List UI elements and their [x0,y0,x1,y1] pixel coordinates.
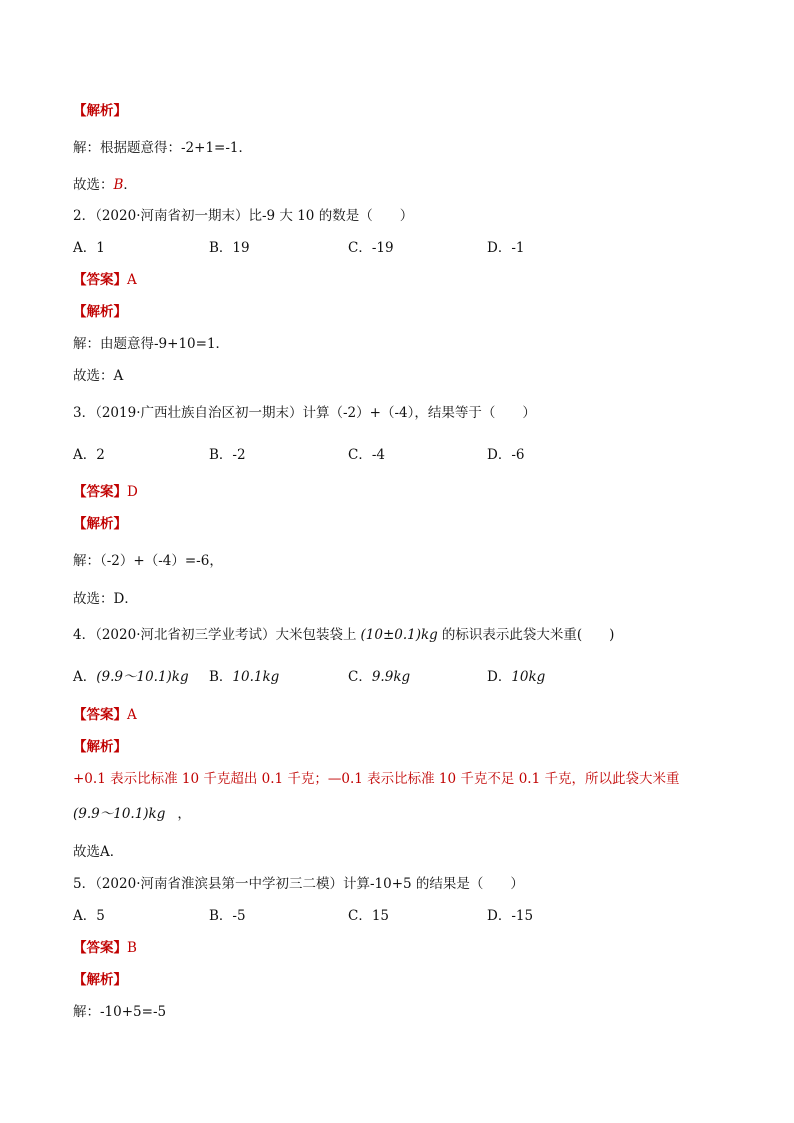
q4-option-d-math: 10kg [511,669,546,685]
q4-option-c-math: 9.9kg [371,669,411,685]
q4-option-b-label: B． [209,669,233,685]
q4-option-a-label: A． [73,669,97,685]
q2-answer-value: A [127,272,137,288]
q4-option-d [487,668,545,686]
q2-stem: 2．（2020·河南省初一期末）比-9 大 10 的数是（ ） [73,208,414,224]
q4-option-c-label: C． [348,669,372,685]
q5-option-d: D．-15 [487,908,534,924]
q5-option-b: B．-5 [209,908,246,924]
q4-explanation-tail: ， [177,806,191,822]
q2-choose: 故选：A [73,368,124,384]
q1-choose-value: B [113,177,124,193]
q4-answer-value: A [127,707,137,723]
q3-option-b: B．-2 [209,447,246,463]
q4-stem-suffix: 的标识表示此袋大米重( ) [441,627,615,643]
q3-stem: 3．（2019·广西壮族自治区初一期末）计算（-2）+（-4），结果等于（ ） [73,405,536,421]
q5-analysis-label: 【解析】 [73,972,127,988]
q3-analysis-label: 【解析】 [73,516,127,532]
q5-answer-value: B [127,940,137,956]
q1-solution: 解：根据题意得：-2+1=-1． [73,140,253,156]
q4-answer-label: 【答案】 [73,707,127,723]
q5-option-c: C．15 [348,908,390,924]
q4-stem-math: (10±0.1)kg [360,627,438,643]
q2-answer-label: 【答案】 [73,272,127,288]
q5-option-a: A．5 [73,908,105,924]
q3-answer-label: 【答案】 [73,484,127,500]
q3-option-d: D．-6 [487,447,525,463]
q3-option-c: C．-4 [348,447,385,463]
q4-stem-prefix: 4．（2020·河北省初三学业考试）大米包装袋上 [73,627,357,643]
q3-option-a: A．2 [73,447,105,463]
q4-answer [73,706,137,724]
q4-explanation-math-line [73,805,191,823]
q3-answer-value: D [127,484,138,500]
q5-answer-label: 【答案】 [73,940,127,956]
q4-option-b [209,668,279,686]
q2-option-d: D．-1 [487,240,525,256]
q4-option-a [73,668,189,686]
q2-analysis-label: 【解析】 [73,304,127,320]
q4-choose: 故选A． [73,844,124,860]
q4-analysis-label: 【解析】 [73,739,127,755]
q1-choose-prefix: 故选： [73,177,114,193]
q4-option-c [348,668,410,686]
q4-option-a-math: (9.9～10.1)kg [96,669,189,685]
q1-choose [73,176,137,194]
q5-answer [73,939,137,957]
q4-explanation: +0.1 表示比标准 10 千克超出 0.1 千克；—0.1 表示比标准 10 千克不足 0.1 千克，所以此袋大米重 [73,771,680,787]
q5-solution: 解：-10+5=-5 [73,1004,167,1020]
q3-choose: 故选：D． [73,591,138,607]
q2-option-c: C．-19 [348,240,394,256]
q3-solution: 解：（-2）+（-4）=-6， [73,553,223,569]
q4-option-d-label: D． [487,669,512,685]
q4-stem [73,626,614,644]
q1-analysis-label: 【解析】 [73,103,127,119]
q4-explanation-math: (9.9～10.1)kg [73,806,166,822]
q5-stem: 5．（2020·河南省淮滨县第一中学初三二模）计算-10+5 的结果是（ ） [73,876,524,892]
q2-answer [73,271,137,289]
q2-solution: 解：由题意得-9+10=1． [73,336,230,352]
q3-answer [73,483,138,501]
q2-option-b: B．19 [209,240,250,256]
q2-option-a: A．1 [73,240,105,256]
q4-option-b-math: 10.1kg [232,669,280,685]
q1-choose-suffix: ． [123,177,137,193]
